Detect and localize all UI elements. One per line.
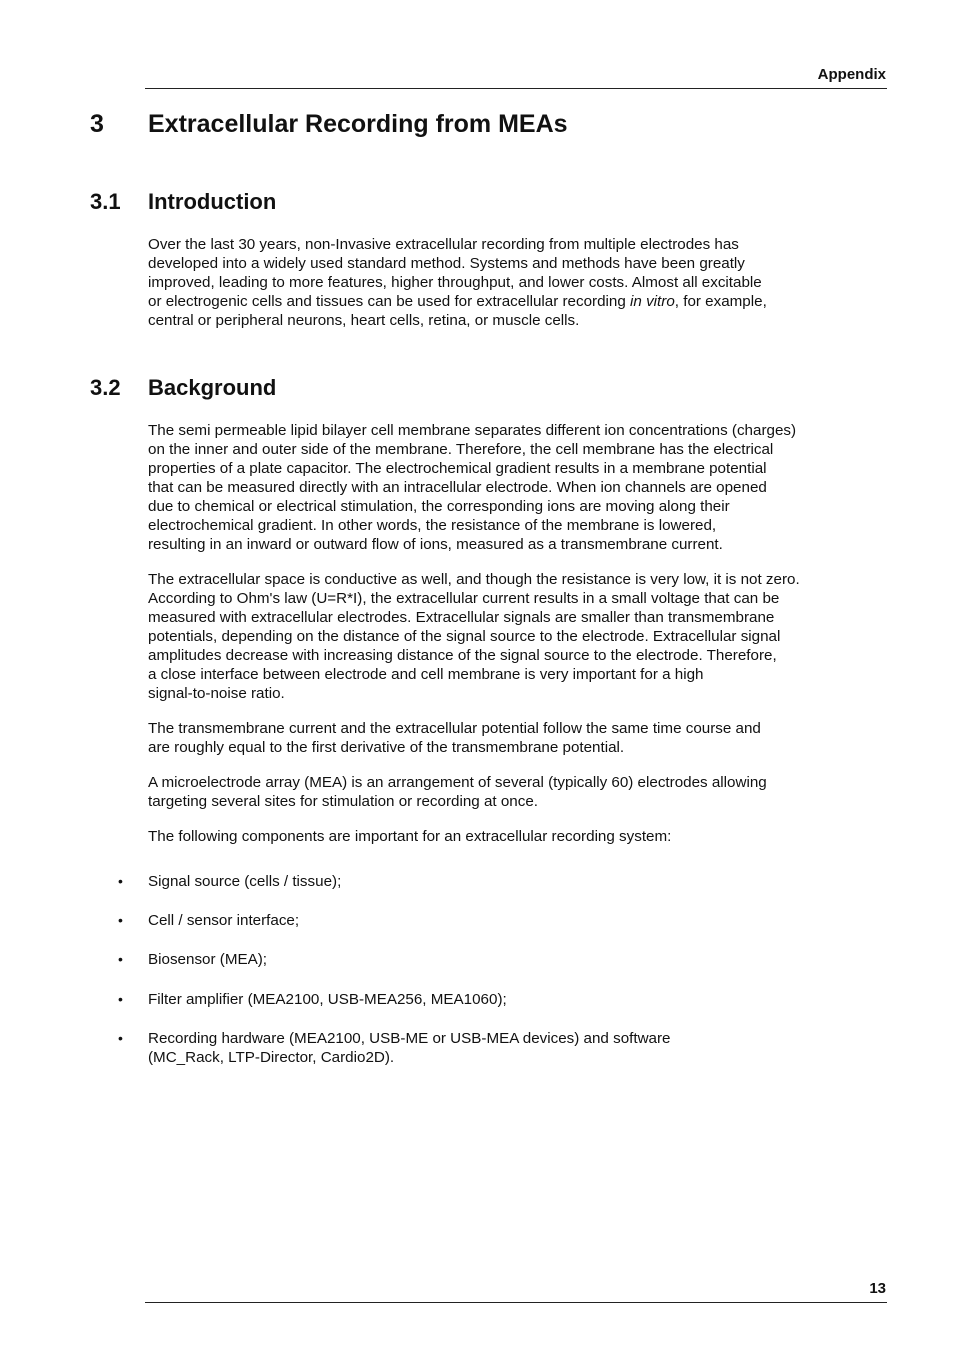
text-line: (MC_Rack, LTP-Director, Cardio2D). (148, 1049, 395, 1066)
text-line: central or peripheral neurons, heart cells, retina, or muscle cells. (148, 312, 580, 329)
section-number: 3.2 (90, 375, 121, 400)
background-paragraph-1 (148, 421, 873, 554)
text-line: on the inner and outer side of the membrane. Therefore, the cell membrane has the electrical (148, 441, 774, 458)
text-line: due to chemical or electrical stimulation, the corresponding ions are moving along their (148, 498, 730, 515)
text-line: A microelectrode array (MEA) is an arrangement of several (typically 60) electrodes allowing (148, 774, 767, 791)
bullet-marker: • (118, 912, 123, 928)
text-line: The extracellular space is conductive as well, and though the resistance is very low, it is not zero. (148, 571, 800, 588)
bullet-marker: • (118, 951, 123, 967)
background-paragraph-4 (148, 773, 873, 811)
section-heading-background (90, 375, 790, 405)
text-line: a close interface between electrode and cell membrane is very important for a high (148, 666, 704, 683)
section-title: Background (148, 375, 277, 400)
background-paragraph-3 (148, 719, 873, 757)
text-segment: or electrogenic cells and tissues can be used for extracellular recording (148, 293, 631, 310)
text-line: Recording hardware (MEA2100, USB-ME or USB-MEA devices) and software (148, 1030, 671, 1047)
text-line (148, 292, 873, 311)
text-line: resulting in an inward or outward flow of ions, measured as a transmembrane current. (148, 536, 723, 553)
background-paragraph-5 (148, 827, 873, 846)
text-line: Filter amplifier (MEA2100, USB-MEA256, MEA1060); (148, 991, 507, 1008)
page-footer (145, 1280, 887, 1303)
text-line: The following components are important for an extracellular recording system: (148, 828, 672, 845)
bullet-marker: • (118, 991, 123, 1007)
chapter-title: Extracellular Recording from MEAs (148, 110, 568, 138)
bullet-marker: • (118, 1030, 123, 1046)
page-header (145, 66, 887, 89)
text-line: targeting several sites for stimulation or recording at once. (148, 793, 539, 810)
text-line: are roughly equal to the first derivative of the transmembrane potential. (148, 739, 625, 756)
text-line: measured with extracellular electrodes. Extracellular signals are smaller than transmembrane (148, 609, 775, 626)
header-title: Appendix (817, 66, 886, 83)
list-item-text (148, 950, 878, 969)
text-line: signal-to-noise ratio. (148, 685, 285, 702)
text-line: improved, leading to more features, higher throughput, and lower costs. Almost all excitable (148, 274, 762, 291)
page-number: 13 (869, 1280, 886, 1297)
list-item-text (148, 990, 878, 1009)
text-line: Over the last 30 years, non-Invasive extracellular recording from multiple electrodes has (148, 236, 739, 253)
list-item-text (148, 872, 878, 891)
text-line: Signal source (cells / tissue); (148, 873, 342, 890)
text-line: electrochemical gradient. In other words, the resistance of the membrane is lowered, (148, 517, 717, 534)
text-line: amplitudes decrease with increasing distance of the signal source to the electrode. Therefore, (148, 647, 777, 664)
chapter-number: 3 (90, 110, 104, 138)
text-line: The transmembrane current and the extracellular potential follow the same time course and (148, 720, 761, 737)
list-item-text (148, 911, 878, 930)
text-segment: , for example, (674, 293, 767, 310)
text-line: potentials, depending on the distance of the signal source to the electrode. Extracellular signal (148, 628, 781, 645)
text-line: According to Ohm's law (U=R*I), the extracellular current results in a small voltage that can be (148, 590, 780, 607)
text-line: Cell / sensor interface; (148, 912, 300, 929)
section-number: 3.1 (90, 189, 121, 214)
text-line: that can be measured directly with an intracellular electrode. When ion channels are opened (148, 479, 767, 496)
section-title: Introduction (148, 189, 277, 214)
background-paragraph-2 (148, 570, 873, 703)
text-line: Biosensor (MEA); (148, 951, 268, 968)
introduction-paragraph (148, 235, 873, 330)
list-item-text (148, 1029, 878, 1067)
text-line: developed into a widely used standard method. Systems and methods have been greatly (148, 255, 745, 272)
text-line: The semi permeable lipid bilayer cell membrane separates different ion concentrations (charges) (148, 422, 797, 439)
text-line: properties of a plate capacitor. The electrochemical gradient results in a membrane potential (148, 460, 767, 477)
italic-phrase: in vitro (630, 293, 675, 310)
bullet-marker: • (118, 873, 123, 889)
section-heading-introduction (90, 189, 790, 219)
